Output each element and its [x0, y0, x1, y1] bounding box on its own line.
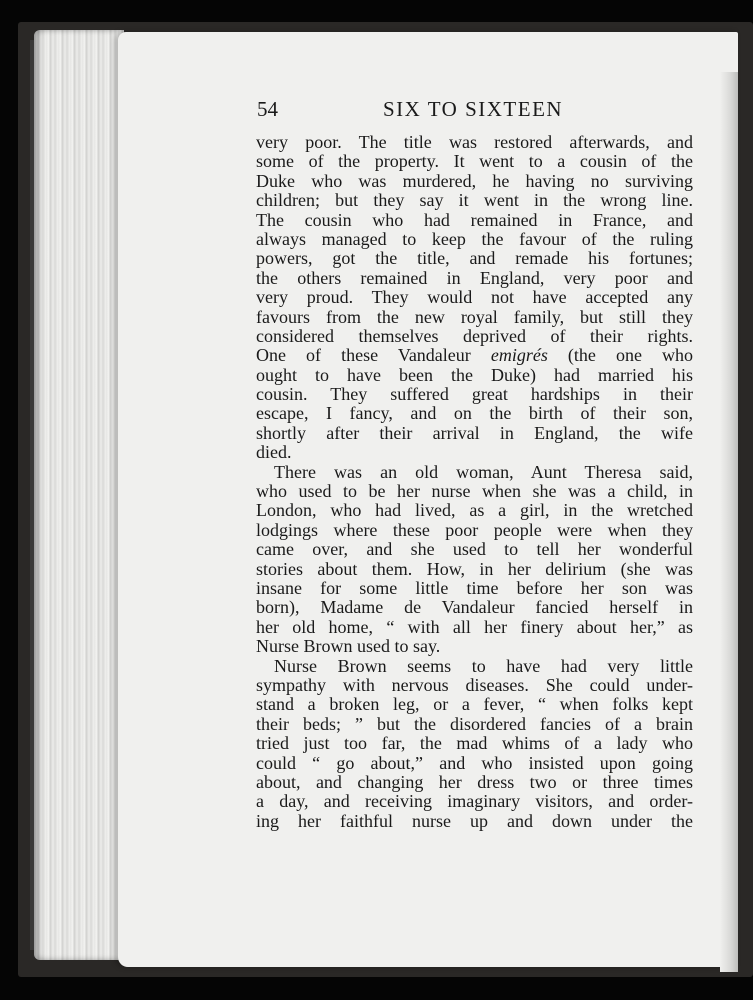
text-line: Nurse Brown used to say.: [256, 636, 441, 657]
text-line: came over, and she used to tell her wonderful: [256, 539, 693, 560]
text-line: very poor. The title was restored afterwards, and: [256, 132, 693, 152]
text-line: the others remained in England, very poor and: [256, 267, 693, 288]
text-line: Duke who was murdered, he having no surviving: [256, 170, 693, 191]
page-number: 54: [257, 97, 278, 121]
text-fragment: (the one who: [547, 345, 693, 366]
page-edges-stack: [34, 30, 124, 960]
text-line: a day, and receiving imaginary visitors, and order-: [256, 791, 693, 812]
text-line: very proud. They would not have accepted any: [256, 287, 693, 308]
text-line: stories about them. How, in her delirium (she was: [256, 558, 693, 579]
text-line: London, who had lived, as a girl, in the wretched: [256, 500, 693, 521]
text-line: born), Madame de Vandaleur fancied herself in: [256, 597, 693, 618]
running-title: SIX TO SIXTEEN: [383, 97, 564, 121]
italic-word: emigrés: [490, 345, 548, 366]
text-line: died.: [256, 442, 292, 463]
text-line: their beds; ” but the disordered fancies of a brain: [256, 713, 693, 734]
text-line: children; but they say it went in the wrong line.: [256, 190, 693, 211]
page-gutter-shadow: [720, 72, 738, 972]
body-text: [256, 133, 693, 831]
text-line: who used to be her nurse when she was a child, in: [256, 481, 693, 502]
text-line: insane for some little time before her son was: [256, 577, 693, 598]
text-line: some of the property. It went to a cousin of the: [256, 151, 693, 172]
text-line: always managed to keep the favour of the ruling: [256, 228, 693, 249]
text-line: lodgings where these poor people were when they: [256, 519, 693, 540]
text-line: ing her faithful nurse up and down under the: [256, 810, 693, 831]
text-line: her old home, “ with all her finery about her,” as: [256, 616, 693, 637]
text-line: The cousin who had remained in France, and: [256, 209, 693, 230]
text-line: [256, 346, 693, 365]
text-line: favours from the new royal family, but still they: [256, 306, 693, 327]
text-line: about, and changing her dress two or three times: [256, 771, 693, 792]
text-line: sympathy with nervous diseases. She could under-: [256, 674, 693, 695]
text-line: Nurse Brown seems to have had very little: [274, 655, 693, 676]
text-line: cousin. They suffered great hardships in their: [256, 384, 693, 405]
text-line: ought to have been the Duke) had married his: [256, 364, 693, 385]
text-line: There was an old woman, Aunt Theresa said,: [274, 461, 693, 482]
text-line: stand a broken leg, or a fever, “ when folks kept: [256, 694, 693, 715]
text-line: shortly after their arrival in England, the wife: [256, 422, 693, 443]
text-line: considered themselves deprived of their rights.: [256, 325, 693, 346]
text-line: escape, I fancy, and on the birth of their son,: [256, 403, 693, 424]
page-header: [257, 97, 697, 127]
text-line: could “ go about,” and who insisted upon going: [256, 752, 693, 773]
text-line: tried just too far, the mad whims of a lady who: [256, 733, 693, 754]
text-fragment: One of these Vandaleur: [256, 345, 491, 366]
text-line: powers, got the title, and remade his fortunes;: [256, 248, 693, 269]
